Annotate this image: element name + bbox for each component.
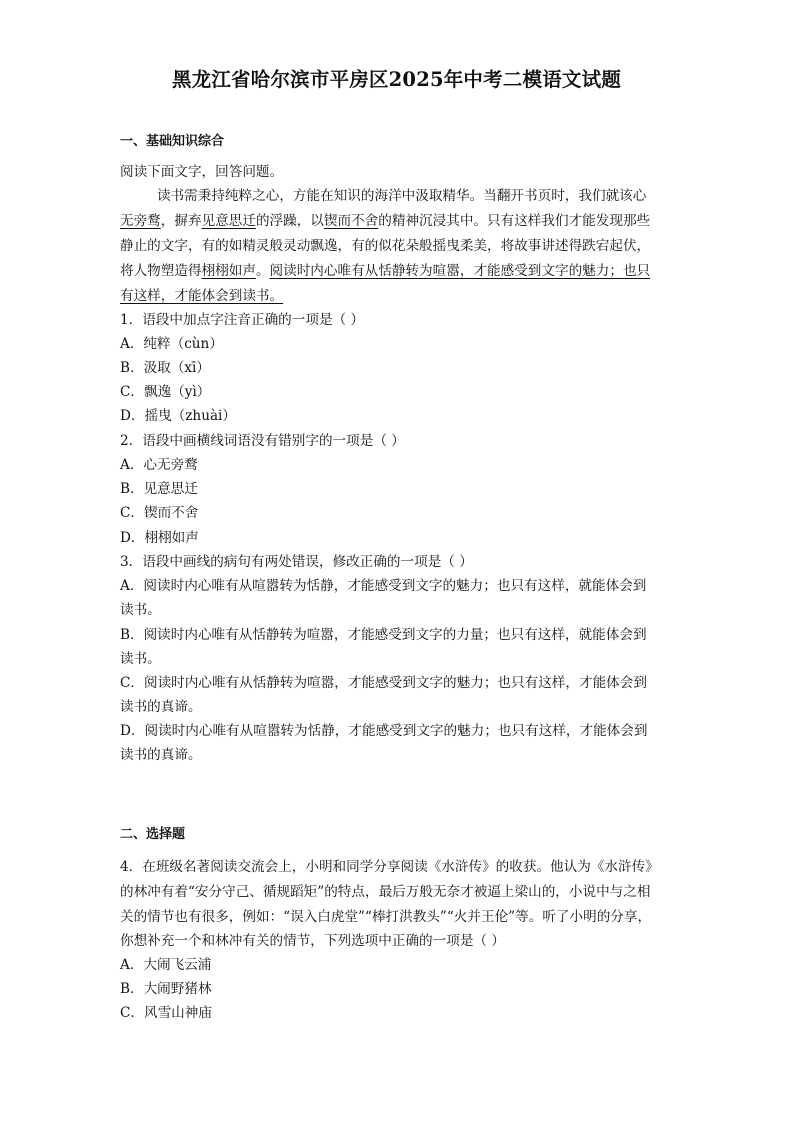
question-4-option-c: C．风雪山神庙 [120,1005,212,1021]
question-4-option-a: A．大闹飞云浦 [120,957,212,973]
passage-line-2 [120,211,650,231]
passage-line-5: 有这样，才能体会到读书。 [120,288,284,304]
question-4-option-b: B．大闹野猪林 [120,981,212,997]
section-heading-2: 二、选择题 [120,827,186,842]
passage-text: 的精神沉浸其中。只有这样我们才能发现那些 [378,213,651,229]
question-1-option-b: B．汲取（xī） [120,360,210,376]
passage-text: 。 [255,263,270,279]
question-3-option-c-cont: 读书的真谛。 [120,699,202,715]
question-3-stem: 3．语段中画线的病句有两处错误，修改正确的一项是（ ） [120,554,473,570]
underlined-word: 锲而不舍 [323,213,379,229]
question-3-option-b-cont: 读书。 [120,651,161,667]
question-3-option-d: D．阅读时内心唯有从喧嚣转为恬静，才能感受到文字的魅力；也只有这样，才能体会到 [120,723,648,739]
passage-line-1: 读书需秉持纯粹之心，方能在知识的海洋中汲取精华。当翻开书页时，我们就该心 [157,188,647,204]
question-1-stem: 1．语段中加点字注音正确的一项是（ ） [120,312,365,328]
question-4-stem-line-1: 4．在班级名著阅读交流会上，小明和同学分享阅读《水浒传》的收获。他认为《水浒传》 [120,859,659,875]
question-3-option-d-cont: 读书的真谛。 [120,747,202,763]
question-4-stem-line-3: 关的情节也有很多，例如：“误入白虎堂”“棒打洪教头”“火并王伦”等。听了小明的分享， [120,909,652,925]
underlined-word: 无旁鹜 [120,213,161,229]
passage-text: ，摒弃 [160,213,202,229]
question-3-option-b: B．阅读时内心唯有从恬静转为喧嚣，才能感受到文字的力量；也只有这样，就能体会到 [120,627,647,643]
question-1-option-c: C．飘逸（yì） [120,384,211,400]
question-3-option-c: C．阅读时内心唯有从恬静转为喧嚣，才能感受到文字的魅力；也只有这样，才能体会到 [120,675,647,691]
question-3-option-a-cont: 读书。 [120,602,161,618]
question-1-option-a: A．纯粹（cùn） [120,336,223,352]
underlined-word: 栩栩如声 [201,263,256,279]
question-1-option-d: D．摇曳（zhuài） [120,408,236,424]
question-4-stem-line-4: 你想补充一个和林冲有关的情节，下列选项中正确的一项是（ ） [120,933,505,949]
underlined-sentence: 阅读时内心唯有从恬静转为喧嚣，才能感受到文字的魅力；也只 [269,263,651,279]
question-2-stem: 2．语段中画横线词语没有错别字的一项是（ ） [120,433,405,449]
passage-text: 的浮躁，以 [255,213,324,229]
passage-line-4 [120,261,650,281]
passage-line-3: 静止的文字，有的如精灵般灵动飘逸，有的似花朵般摇曳柔美，将故事讲述得跌宕起伏， [120,238,651,254]
page-title: 黑龙江省哈尔滨市平房区2025年中考二模语文试题 [171,68,622,91]
question-2-option-a: A．心无旁鹜 [120,457,198,473]
question-2-option-c: C．锲而不舍 [120,505,199,521]
question-2-option-b: B．见意思迁 [120,481,198,497]
passage-text: 将人物塑造得 [120,263,202,279]
question-2-option-d: D．栩栩如声 [120,530,199,546]
question-3-option-a: A．阅读时内心唯有从喧嚣转为恬静，才能感受到文字的魅力；也只有这样，就能体会到 [120,578,647,594]
section-heading-1: 一、基础知识综合 [120,134,225,149]
underlined-word: 见意思迁 [201,213,256,229]
question-4-stem-line-2: 的林冲有着“安分守己、循规蹈矩”的特点，最后万般无奈才被逼上梁山的，小说中与之相 [120,884,651,900]
section-intro: 阅读下面文字，回答问题。 [120,164,284,180]
